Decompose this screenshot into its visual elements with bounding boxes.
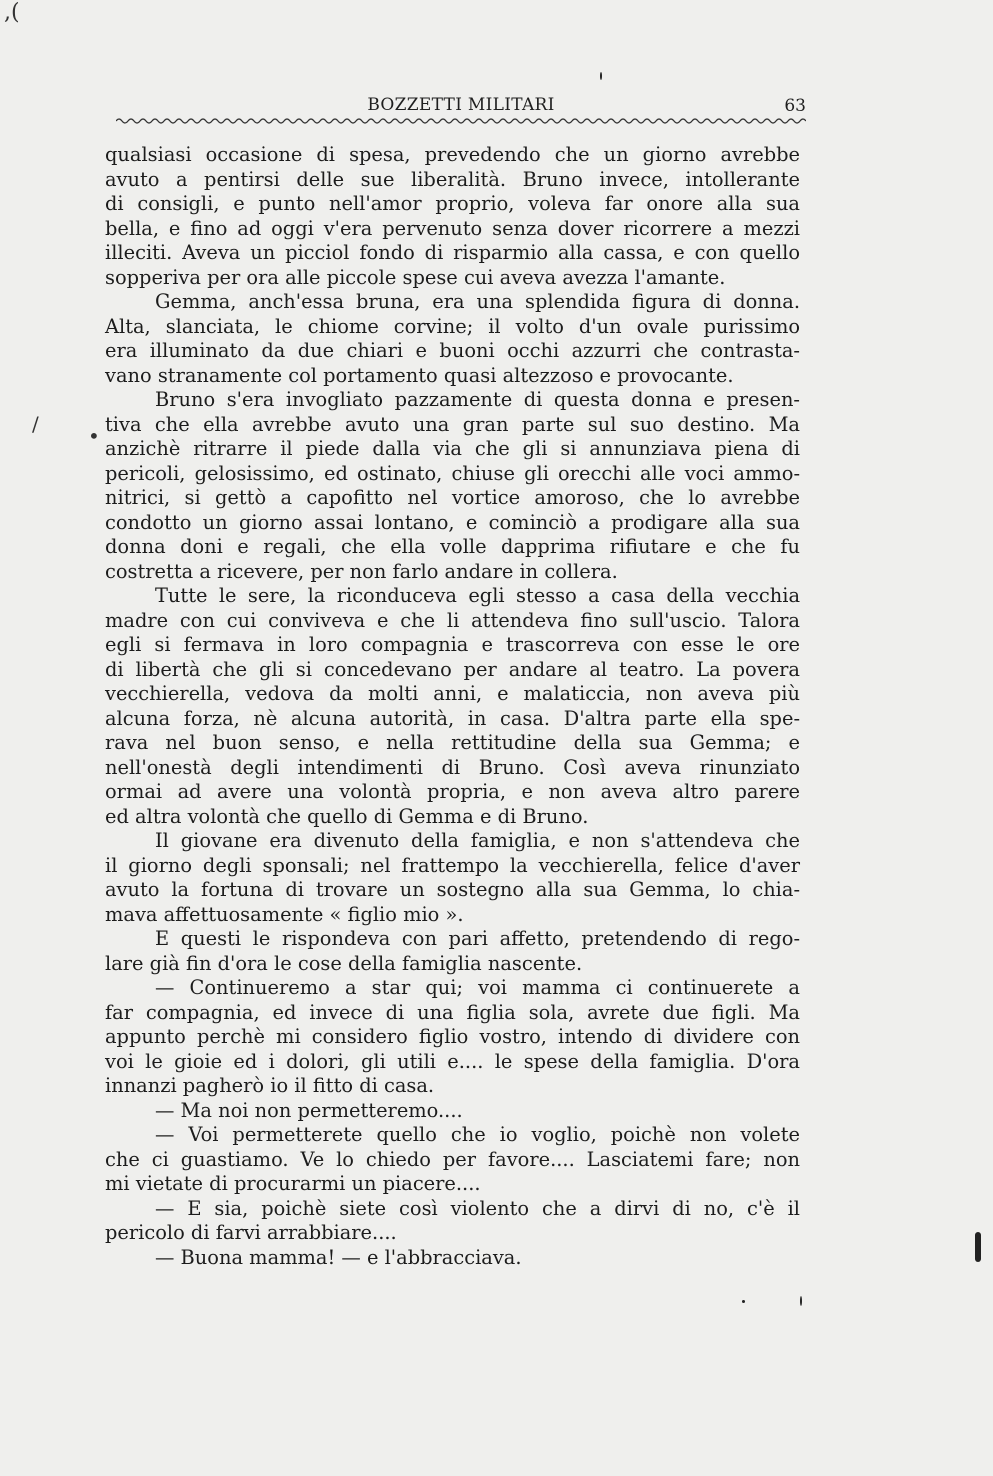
margin-slash-mark: / xyxy=(32,412,39,436)
text-line: avuto la fortuna di trovare un sostegno alla sua Gemma, lo chia- xyxy=(105,878,800,901)
text-line: era illuminato da due chiari e buoni occhi azzurri che contrasta- xyxy=(105,339,800,362)
text-line: pericoli, gelosissimo, ed ostinato, chiuse gli orecchi alle voci ammo- xyxy=(105,461,800,485)
text-line: tiva che ella avrebbe avuto una gran parte sul suo destino. Ma xyxy=(105,412,800,436)
text-line: Il giovane era divenuto della famiglia, e non s'attendeva che xyxy=(155,829,800,852)
text-line: nitrici, si gettò a capofitto nel vortice amoroso, che lo avrebbe xyxy=(105,486,800,509)
text-line: di libertà che gli si concedevano per andare al teatro. La povera xyxy=(105,657,800,681)
text-line: ormai ad avere una volontà propria, e non aveva altro parere xyxy=(105,780,800,803)
text-line: E questi le rispondeva con pari affetto, pretendendo di rego- xyxy=(155,927,800,950)
text-line: — Voi permetterete quello che io voglio, poichè non volete xyxy=(155,1123,800,1146)
text-line: — Continueremo a star qui; voi mamma ci continuerete a xyxy=(155,976,800,999)
text-line: voi le gioie ed i dolori, gli utili e.... le spese della famiglia. D'ora xyxy=(105,1049,800,1073)
text-line: far compagnia, ed invece di una figlia sola, avrete due figli. Ma xyxy=(105,1000,800,1024)
text-line: mava affettuosamente « figlio mio ». xyxy=(105,902,464,926)
corner-ink-mark: ,( xyxy=(4,0,20,25)
text-line: — E sia, poichè siete così violento che a dirvi di no, c'è il xyxy=(155,1196,800,1220)
text-line: lare già fin d'ora le cose della famiglia nascente. xyxy=(105,951,583,975)
text-line: ed altra volontà che quello di Gemma e di Bruno. xyxy=(105,804,589,828)
text-line: appunto perchè mi considero figlio vostro, intendo di dividere con xyxy=(105,1025,800,1048)
text-line: condotto un giorno assai lontano, e cominciò a prodigare alla sua xyxy=(105,510,800,534)
text-line: Alta, slanciata, le chiome corvine; il volto d'un ovale purissimo xyxy=(105,314,800,338)
body-text xyxy=(105,143,800,1270)
text-line: donna doni e regali, che ella volle dapprima rifiutare e che fu xyxy=(105,535,800,558)
text-line: illeciti. Aveva un picciol fondo di risparmio alla cassa, e con quello xyxy=(105,241,800,264)
text-line: il giorno degli sponsali; nel frattempo la vecchierella, felice d'aver xyxy=(105,853,800,877)
text-line: rava nel buon senso, e nella rettitudine della sua Gemma; e xyxy=(105,731,800,754)
text-line: egli si fermava in loro compagnia e trascorreva con esse le ore xyxy=(105,633,800,656)
text-line: mi vietate di procurarmi un piacere.... xyxy=(105,1172,481,1195)
text-line: — Buona mamma! — e l'abbracciava. xyxy=(155,1245,522,1269)
text-line: anzichè ritrarre il piede dalla via che gli si annunziava piena di xyxy=(105,437,800,460)
text-line: Bruno s'era invogliato pazzamente di questa donna e presen- xyxy=(155,388,800,411)
text-line: vano stranamente col portamento quasi altezzoso e provocante. xyxy=(105,363,734,387)
text-line: Gemma, anch'essa bruna, era una splendida figura di donna. xyxy=(155,290,800,313)
page-speck xyxy=(800,1296,802,1306)
text-line: avuto a pentirsi delle sue liberalità. Bruno invece, intollerante xyxy=(105,167,800,191)
margin-dot-mark: • xyxy=(88,424,100,448)
text-line: pericolo di farvi arrabbiare.... xyxy=(105,1221,397,1244)
text-line: sopperiva per ora alle piccole spese cui aveva avezza l'amante. xyxy=(105,265,726,289)
running-title: BOZZETTI MILITARI xyxy=(367,95,555,115)
text-line: di consigli, e punto nell'amor proprio, voleva far onore alla sua xyxy=(105,192,800,215)
margin-ink-speck xyxy=(975,1232,981,1262)
text-line: — Ma noi non permetteremo.... xyxy=(155,1098,463,1122)
text-line: bella, e fino ad oggi v'era pervenuto senza dover ricorrere a mezzi xyxy=(105,216,800,240)
text-line: innanzi pagherò io il fitto di casa. xyxy=(105,1074,435,1097)
text-line: vecchierella, vedova da molti anni, e malaticcia, non aveva più xyxy=(105,682,800,705)
text-line: madre con cui conviveva e che li attendeva fino sull'uscio. Talora xyxy=(105,608,800,632)
decorative-wavy-rule xyxy=(116,117,806,125)
text-line: qualsiasi occasione di spesa, prevedendo che un giorno avrebbe xyxy=(105,143,800,166)
text-line: costretta a ricevere, per non farlo andare in collera. xyxy=(105,559,618,583)
text-line: che ci guastiamo. Ve lo chiedo per favore.... Lasciatemi fare; non xyxy=(105,1147,800,1171)
text-line: Tutte le sere, la riconduceva egli stesso a casa della vecchia xyxy=(155,584,800,607)
text-line: nell'onestà degli intendimenti di Bruno. Così aveva rinunziato xyxy=(105,755,800,779)
running-head xyxy=(116,95,806,125)
text-line: alcuna forza, nè alcuna autorità, in casa. D'altra parte ella spe- xyxy=(105,706,800,730)
page-number: 63 xyxy=(784,96,806,116)
page-speck xyxy=(742,1300,745,1303)
page-speck xyxy=(600,72,602,80)
